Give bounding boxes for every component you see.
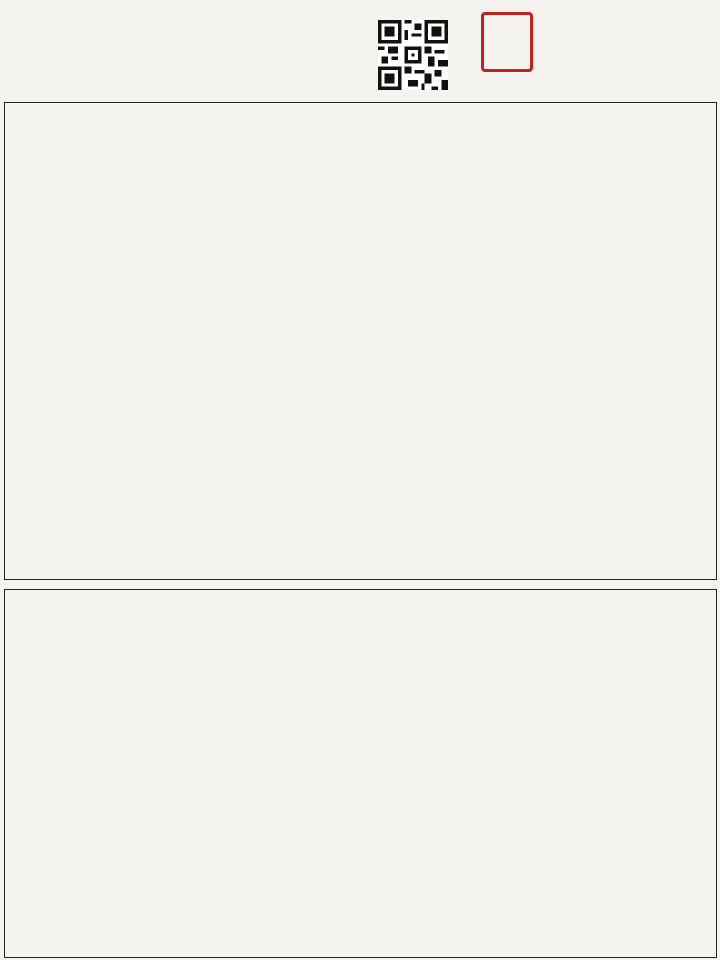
qr-code-icon: [378, 20, 448, 90]
annual-years-grid: [4, 589, 717, 958]
header-gender-line: [10, 30, 16, 45]
four-pillars-grid: [4, 102, 717, 580]
seal-stamp: [481, 12, 533, 72]
